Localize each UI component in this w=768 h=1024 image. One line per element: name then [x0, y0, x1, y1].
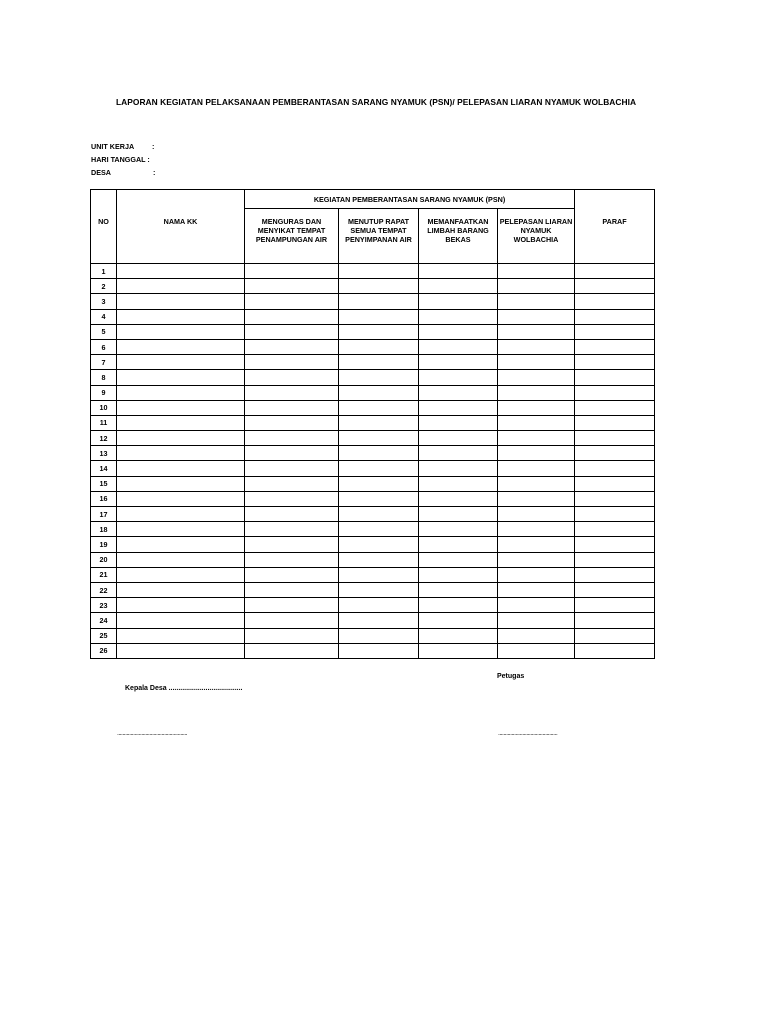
pelepasan-cell[interactable]	[498, 613, 575, 628]
pelepasan-cell[interactable]	[498, 431, 575, 446]
menutup-cell[interactable]	[339, 294, 419, 309]
nama-kk-cell[interactable]	[117, 643, 245, 658]
memanfaatkan-cell[interactable]	[419, 461, 498, 476]
menguras-cell[interactable]	[245, 567, 339, 582]
table-row	[91, 491, 655, 506]
menguras-cell[interactable]	[245, 355, 339, 370]
memanfaatkan-cell[interactable]	[419, 643, 498, 658]
unit-kerja-row	[91, 142, 155, 151]
nama-kk-cell[interactable]	[117, 613, 245, 628]
pelepasan-cell[interactable]	[498, 552, 575, 567]
nama-kk-cell[interactable]	[117, 522, 245, 537]
row-number: 2	[91, 279, 117, 294]
menutup-cell[interactable]	[339, 385, 419, 400]
table-row	[91, 339, 655, 354]
menguras-cell[interactable]	[245, 643, 339, 658]
paraf-cell[interactable]	[575, 400, 655, 415]
nama-kk-cell[interactable]	[117, 476, 245, 491]
pelepasan-cell[interactable]	[498, 385, 575, 400]
nama-kk-cell[interactable]	[117, 370, 245, 385]
unit-kerja-colon: :	[152, 142, 155, 151]
nama-kk-cell[interactable]	[117, 461, 245, 476]
paraf-cell[interactable]	[575, 476, 655, 491]
menguras-cell[interactable]	[245, 582, 339, 597]
nama-kk-cell[interactable]	[117, 400, 245, 415]
paraf-cell[interactable]	[575, 264, 655, 279]
pelepasan-cell[interactable]	[498, 264, 575, 279]
paraf-cell[interactable]	[575, 552, 655, 567]
menguras-cell[interactable]	[245, 507, 339, 522]
row-number: 26	[91, 643, 117, 658]
row-number: 17	[91, 507, 117, 522]
menutup-cell[interactable]	[339, 552, 419, 567]
desa-label: DESA	[91, 168, 111, 177]
table-row	[91, 279, 655, 294]
paraf-cell[interactable]	[575, 598, 655, 613]
menguras-cell[interactable]	[245, 309, 339, 324]
table-row	[91, 461, 655, 476]
pelepasan-cell[interactable]	[498, 476, 575, 491]
menutup-cell[interactable]	[339, 522, 419, 537]
table-header-row-1	[91, 190, 655, 209]
memanfaatkan-cell[interactable]	[419, 264, 498, 279]
row-number: 18	[91, 522, 117, 537]
memanfaatkan-cell[interactable]	[419, 370, 498, 385]
table-row	[91, 324, 655, 339]
paraf-cell[interactable]	[575, 567, 655, 582]
table-row	[91, 385, 655, 400]
table-row	[91, 552, 655, 567]
row-number: 3	[91, 294, 117, 309]
header-memanfaatkan: MEMANFAATKAN LIMBAH BARANG BEKAS	[419, 209, 498, 264]
signature-line-petugas: ............................................	[498, 730, 558, 737]
menguras-cell[interactable]	[245, 370, 339, 385]
pelepasan-cell[interactable]	[498, 415, 575, 430]
nama-kk-cell[interactable]	[117, 507, 245, 522]
nama-kk-cell[interactable]	[117, 355, 245, 370]
paraf-cell[interactable]	[575, 339, 655, 354]
pelepasan-cell[interactable]	[498, 522, 575, 537]
memanfaatkan-cell[interactable]	[419, 339, 498, 354]
table-row	[91, 613, 655, 628]
memanfaatkan-cell[interactable]	[419, 400, 498, 415]
row-number: 1	[91, 264, 117, 279]
paraf-cell[interactable]	[575, 279, 655, 294]
menutup-cell[interactable]	[339, 446, 419, 461]
signature-line-kepala-desa: ....................................................	[117, 730, 187, 737]
pelepasan-cell[interactable]	[498, 582, 575, 597]
row-number: 22	[91, 582, 117, 597]
kepala-desa-dots: ......................................	[168, 685, 243, 692]
nama-kk-cell[interactable]	[117, 582, 245, 597]
memanfaatkan-cell[interactable]	[419, 324, 498, 339]
menutup-cell[interactable]	[339, 264, 419, 279]
table-row	[91, 446, 655, 461]
table-row	[91, 355, 655, 370]
row-number: 10	[91, 400, 117, 415]
nama-kk-cell[interactable]	[117, 552, 245, 567]
menguras-cell[interactable]	[245, 598, 339, 613]
memanfaatkan-cell[interactable]	[419, 628, 498, 643]
table-row	[91, 431, 655, 446]
menutup-cell[interactable]	[339, 355, 419, 370]
nama-kk-cell[interactable]	[117, 491, 245, 506]
memanfaatkan-cell[interactable]	[419, 552, 498, 567]
nama-kk-cell[interactable]	[117, 385, 245, 400]
row-number: 5	[91, 324, 117, 339]
row-number: 13	[91, 446, 117, 461]
table-row	[91, 522, 655, 537]
menguras-cell[interactable]	[245, 294, 339, 309]
nama-kk-cell[interactable]	[117, 431, 245, 446]
memanfaatkan-cell[interactable]	[419, 279, 498, 294]
menguras-cell[interactable]	[245, 385, 339, 400]
paraf-cell[interactable]	[575, 507, 655, 522]
row-number: 12	[91, 431, 117, 446]
nama-kk-cell[interactable]	[117, 309, 245, 324]
menutup-cell[interactable]	[339, 491, 419, 506]
menutup-cell[interactable]	[339, 309, 419, 324]
paraf-cell[interactable]	[575, 613, 655, 628]
row-number: 15	[91, 476, 117, 491]
row-number: 8	[91, 370, 117, 385]
pelepasan-cell[interactable]	[498, 491, 575, 506]
menutup-cell[interactable]	[339, 643, 419, 658]
pelepasan-cell[interactable]	[498, 628, 575, 643]
paraf-cell[interactable]	[575, 355, 655, 370]
row-number: 9	[91, 385, 117, 400]
paraf-cell[interactable]	[575, 324, 655, 339]
memanfaatkan-cell[interactable]	[419, 385, 498, 400]
memanfaatkan-cell[interactable]	[419, 522, 498, 537]
row-number: 16	[91, 491, 117, 506]
pelepasan-cell[interactable]	[498, 567, 575, 582]
menutup-cell[interactable]	[339, 613, 419, 628]
menguras-cell[interactable]	[245, 431, 339, 446]
menutup-cell[interactable]	[339, 476, 419, 491]
table-row	[91, 294, 655, 309]
memanfaatkan-cell[interactable]	[419, 507, 498, 522]
menutup-cell[interactable]	[339, 324, 419, 339]
nama-kk-cell[interactable]	[117, 598, 245, 613]
paraf-cell[interactable]	[575, 370, 655, 385]
table-row	[91, 309, 655, 324]
nama-kk-cell[interactable]	[117, 628, 245, 643]
pelepasan-cell[interactable]	[498, 598, 575, 613]
menutup-cell[interactable]	[339, 582, 419, 597]
menguras-cell[interactable]	[245, 491, 339, 506]
row-number: 20	[91, 552, 117, 567]
row-number: 11	[91, 415, 117, 430]
table-row	[91, 537, 655, 552]
memanfaatkan-cell[interactable]	[419, 294, 498, 309]
table-row	[91, 628, 655, 643]
menutup-cell[interactable]	[339, 598, 419, 613]
paraf-cell[interactable]	[575, 582, 655, 597]
menutup-cell[interactable]	[339, 400, 419, 415]
desa-colon: :	[153, 168, 156, 177]
header-kegiatan-psn: KEGIATAN PEMBERANTASAN SARANG NYAMUK (PSN)	[245, 190, 575, 209]
header-no: NO	[91, 190, 117, 264]
menutup-cell[interactable]	[339, 461, 419, 476]
nama-kk-cell[interactable]	[117, 339, 245, 354]
pelepasan-cell[interactable]	[498, 339, 575, 354]
menguras-cell[interactable]	[245, 461, 339, 476]
memanfaatkan-cell[interactable]	[419, 567, 498, 582]
row-number: 14	[91, 461, 117, 476]
pelepasan-cell[interactable]	[498, 643, 575, 658]
psn-report-table	[90, 189, 655, 659]
pelepasan-cell[interactable]	[498, 400, 575, 415]
paraf-cell[interactable]	[575, 385, 655, 400]
pelepasan-cell[interactable]	[498, 279, 575, 294]
menutup-cell[interactable]	[339, 537, 419, 552]
pelepasan-cell[interactable]	[498, 309, 575, 324]
header-pelepasan: PELEPASAN LIARAN NYAMUK WOLBACHIA	[498, 209, 575, 264]
table-row	[91, 643, 655, 658]
header-paraf: PARAF	[575, 190, 655, 264]
menutup-cell[interactable]	[339, 339, 419, 354]
table-row	[91, 415, 655, 430]
row-number: 23	[91, 598, 117, 613]
menutup-cell[interactable]	[339, 628, 419, 643]
menutup-cell[interactable]	[339, 370, 419, 385]
petugas-label: Petugas	[497, 673, 525, 680]
paraf-cell[interactable]	[575, 461, 655, 476]
menguras-cell[interactable]	[245, 264, 339, 279]
menutup-cell[interactable]	[339, 567, 419, 582]
nama-kk-cell[interactable]	[117, 415, 245, 430]
header-menutup: MENUTUP RAPAT SEMUA TEMPAT PENYIMPANAN AIR	[339, 209, 419, 264]
row-number: 24	[91, 613, 117, 628]
unit-kerja-label: UNIT KERJA	[91, 142, 135, 151]
menguras-cell[interactable]	[245, 552, 339, 567]
memanfaatkan-cell[interactable]	[419, 446, 498, 461]
pelepasan-cell[interactable]	[498, 537, 575, 552]
paraf-cell[interactable]	[575, 431, 655, 446]
pelepasan-cell[interactable]	[498, 294, 575, 309]
row-number: 6	[91, 339, 117, 354]
menutup-cell[interactable]	[339, 279, 419, 294]
pelepasan-cell[interactable]	[498, 324, 575, 339]
memanfaatkan-cell[interactable]	[419, 582, 498, 597]
paraf-cell[interactable]	[575, 643, 655, 658]
nama-kk-cell[interactable]	[117, 324, 245, 339]
header-nama-kk: NAMA KK	[117, 190, 245, 264]
menguras-cell[interactable]	[245, 279, 339, 294]
table-body	[91, 264, 655, 659]
menguras-cell[interactable]	[245, 415, 339, 430]
memanfaatkan-cell[interactable]	[419, 598, 498, 613]
table-row	[91, 400, 655, 415]
paraf-cell[interactable]	[575, 537, 655, 552]
memanfaatkan-cell[interactable]	[419, 476, 498, 491]
memanfaatkan-cell[interactable]	[419, 431, 498, 446]
memanfaatkan-cell[interactable]	[419, 309, 498, 324]
menguras-cell[interactable]	[245, 324, 339, 339]
hari-tanggal-label: HARI TANGGAL :	[91, 155, 150, 164]
report-title: LAPORAN KEGIATAN PELAKSANAAN PEMBERANTASAN SARANG NYAMUK (PSN)/ PELEPASAN LIARAN NYAMUK WOLBACHIA	[116, 97, 637, 107]
nama-kk-cell[interactable]	[117, 294, 245, 309]
paraf-cell[interactable]	[575, 309, 655, 324]
row-number: 4	[91, 309, 117, 324]
row-number: 7	[91, 355, 117, 370]
table-row	[91, 567, 655, 582]
table-row	[91, 507, 655, 522]
pelepasan-cell[interactable]	[498, 446, 575, 461]
pelepasan-cell[interactable]	[498, 507, 575, 522]
row-number: 25	[91, 628, 117, 643]
menguras-cell[interactable]	[245, 537, 339, 552]
table-row	[91, 476, 655, 491]
table-row	[91, 370, 655, 385]
table-row	[91, 598, 655, 613]
menguras-cell[interactable]	[245, 446, 339, 461]
menutup-cell[interactable]	[339, 431, 419, 446]
memanfaatkan-cell[interactable]	[419, 355, 498, 370]
paraf-cell[interactable]	[575, 491, 655, 506]
row-number: 19	[91, 537, 117, 552]
kepala-desa-label: Kepala Desa	[125, 685, 167, 692]
menguras-cell[interactable]	[245, 400, 339, 415]
menutup-cell[interactable]	[339, 507, 419, 522]
table-row	[91, 264, 655, 279]
nama-kk-cell[interactable]	[117, 567, 245, 582]
row-number: 21	[91, 567, 117, 582]
paraf-cell[interactable]	[575, 628, 655, 643]
nama-kk-cell[interactable]	[117, 279, 245, 294]
menguras-cell[interactable]	[245, 628, 339, 643]
paraf-cell[interactable]	[575, 294, 655, 309]
memanfaatkan-cell[interactable]	[419, 415, 498, 430]
nama-kk-cell[interactable]	[117, 446, 245, 461]
memanfaatkan-cell[interactable]	[419, 537, 498, 552]
pelepasan-cell[interactable]	[498, 355, 575, 370]
paraf-cell[interactable]	[575, 446, 655, 461]
paraf-cell[interactable]	[575, 415, 655, 430]
menguras-cell[interactable]	[245, 476, 339, 491]
header-menguras: MENGURAS DAN MENYIKAT TEMPAT PENAMPUNGAN AIR	[245, 209, 339, 264]
pelepasan-cell[interactable]	[498, 370, 575, 385]
memanfaatkan-cell[interactable]	[419, 491, 498, 506]
nama-kk-cell[interactable]	[117, 537, 245, 552]
hari-tanggal-row	[91, 155, 150, 164]
menguras-cell[interactable]	[245, 339, 339, 354]
memanfaatkan-cell[interactable]	[419, 613, 498, 628]
menutup-cell[interactable]	[339, 415, 419, 430]
table-row	[91, 582, 655, 597]
paraf-cell[interactable]	[575, 522, 655, 537]
menguras-cell[interactable]	[245, 613, 339, 628]
menguras-cell[interactable]	[245, 522, 339, 537]
desa-row	[91, 168, 156, 177]
kepala-desa-line	[125, 685, 243, 692]
pelepasan-cell[interactable]	[498, 461, 575, 476]
nama-kk-cell[interactable]	[117, 264, 245, 279]
